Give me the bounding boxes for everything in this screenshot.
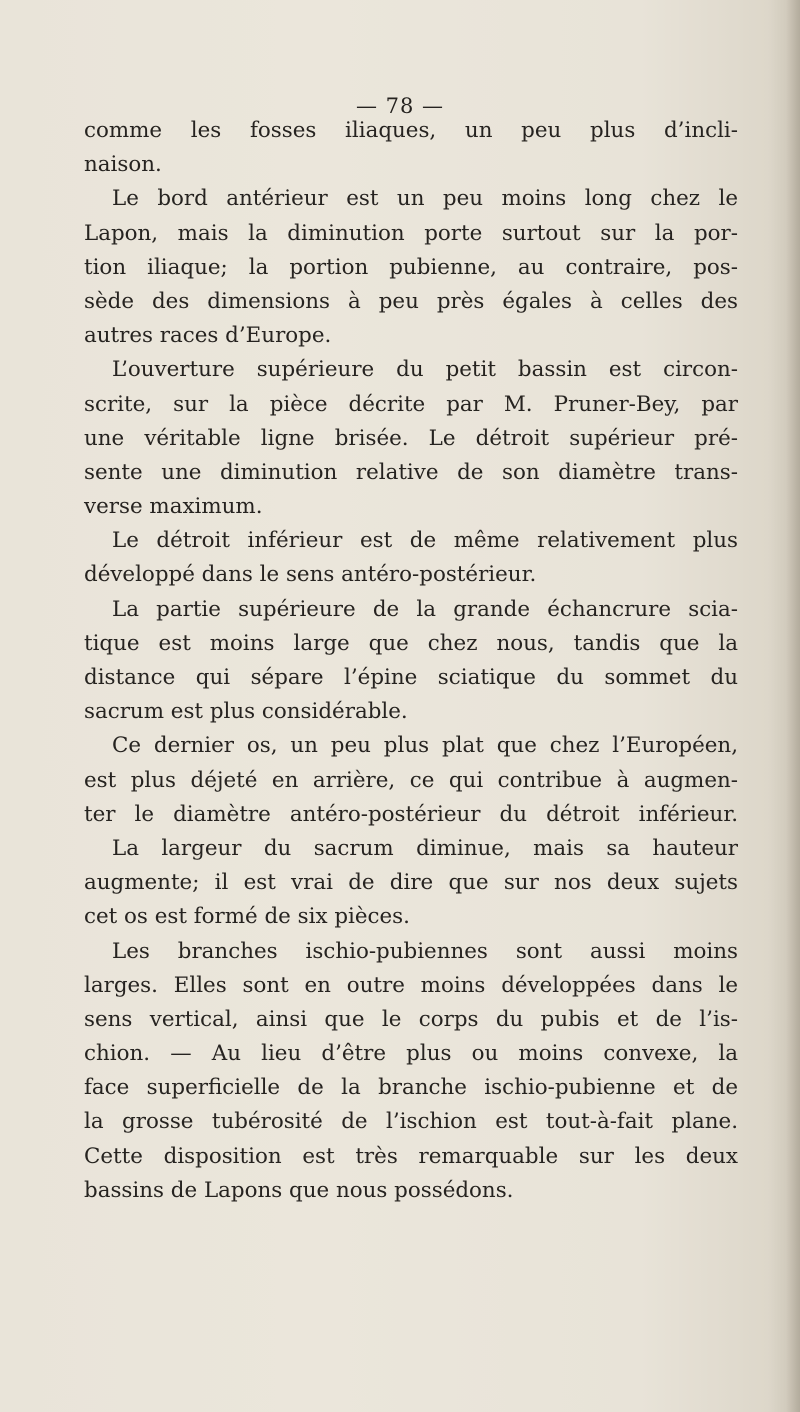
- text-line: ter le diamètre antéro-postérieur du détroit inférieur.: [84, 801, 738, 827]
- text-line: Le bord antérieur est un peu moins long chez le: [112, 186, 738, 212]
- text-line: cet os est formé de six pièces.: [84, 904, 410, 930]
- page-edge-shadow: [786, 0, 800, 1412]
- text-line: Ce dernier os, un peu plus plat que chez l’Européen,: [112, 733, 738, 759]
- body-text: [84, 114, 738, 1208]
- text-line: est plus déjeté en arrière, ce qui contribue à augmen-: [84, 767, 738, 793]
- text-line: tion iliaque; la portion pubienne, au contraire, pos-: [84, 254, 738, 280]
- text-line: sens vertical, ainsi que le corps du pubis et de l’is-: [84, 1006, 738, 1032]
- text-line: Le détroit inférieur est de même relativement plus: [112, 528, 738, 554]
- text-line: naison.: [84, 152, 162, 178]
- text-line: Lapon, mais la diminution porte surtout sur la por-: [84, 220, 738, 246]
- text-line: sacrum est plus considérable.: [84, 699, 408, 725]
- text-line: sède des dimensions à peu près égales à celles des: [84, 288, 738, 314]
- text-line: La largeur du sacrum diminue, mais sa hauteur: [112, 835, 738, 861]
- text-line: tique est moins large que chez nous, tandis que la: [84, 630, 738, 656]
- text-line: Les branches ischio-pubiennes sont aussi moins: [112, 938, 738, 964]
- text-line: chion. — Au lieu d’être plus ou moins convexe, la: [84, 1041, 738, 1067]
- text-line: sente une diminution relative de son diamètre trans-: [84, 459, 738, 485]
- text-line: bassins de Lapons que nous possédons.: [84, 1177, 514, 1203]
- text-line: face superficielle de la branche ischio-pubienne et de: [84, 1075, 738, 1101]
- text-line: distance qui sépare l’épine sciatique du sommet du: [84, 665, 738, 690]
- text-line: augmente; il est vrai de dire que sur nos deux sujets: [84, 870, 738, 896]
- text-line: verse maximum.: [84, 494, 263, 520]
- page-number: — 78 —: [355, 94, 445, 118]
- text-line: L’ouverture supérieure du petit bassin est circon-: [112, 357, 738, 383]
- text-line: La partie supérieure de la grande échancrure scia-: [112, 596, 738, 622]
- text-line: une véritable ligne brisée. Le détroit supérieur pré-: [84, 425, 738, 451]
- text-line: la grosse tubérosité de l’ischion est tout-à-fait plane.: [84, 1109, 738, 1135]
- text-line: Cette disposition est très remarquable sur les deux: [84, 1143, 738, 1169]
- text-line: autres races d’Europe.: [84, 323, 332, 349]
- text-line: développé dans le sens antéro-postérieur.: [84, 562, 537, 588]
- text-line: larges. Elles sont en outre moins développées dans le: [84, 972, 738, 998]
- text-line: comme les fosses iliaques, un peu plus d’incli-: [84, 118, 738, 143]
- text-line: scrite, sur la pièce décrite par M. Pruner-Bey, par: [84, 391, 738, 417]
